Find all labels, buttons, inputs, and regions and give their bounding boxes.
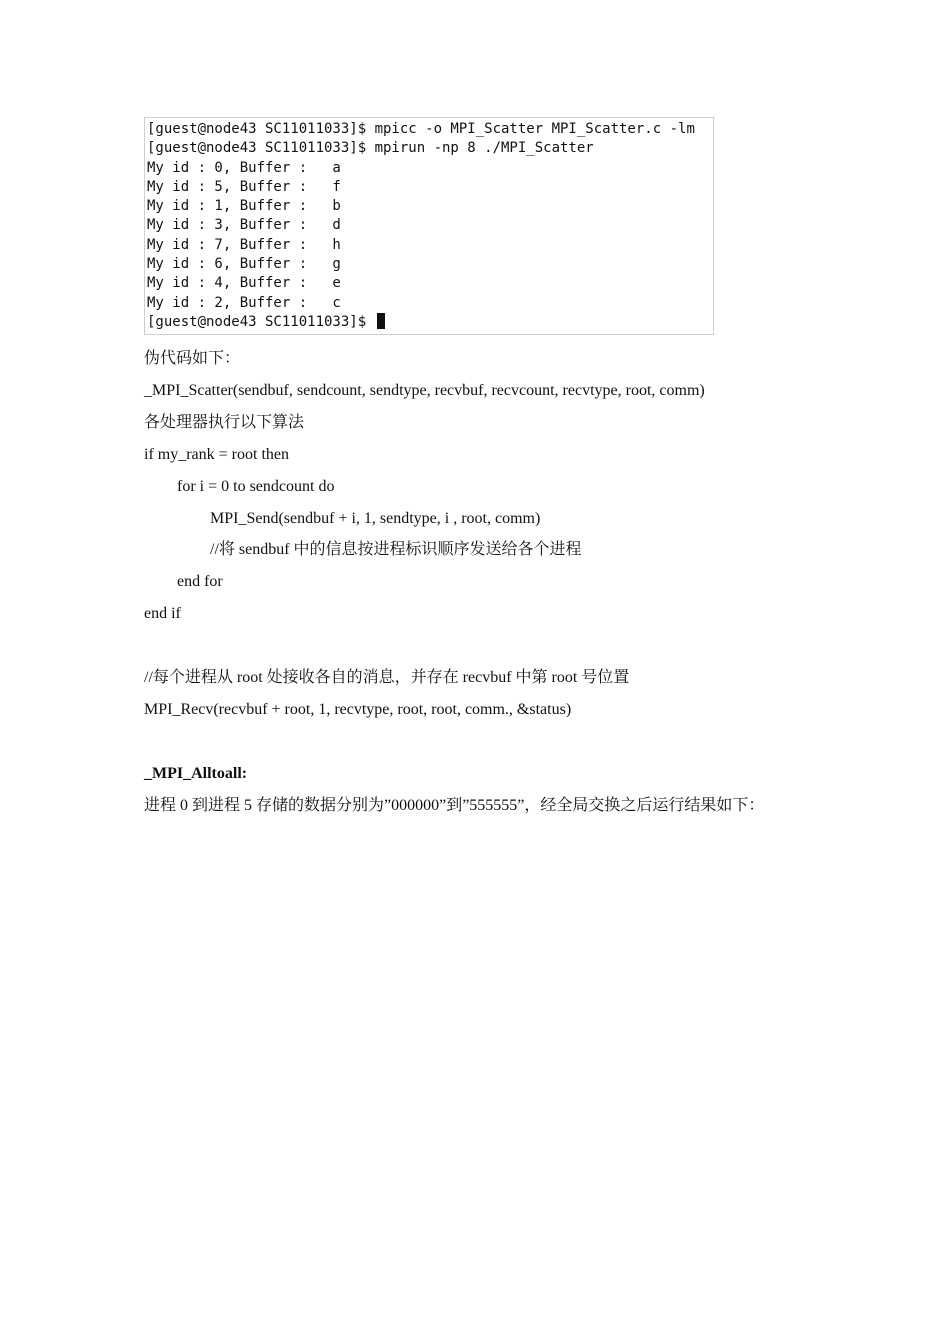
- alltoall-description: 进程 0 到进程 5 存储的数据分别为”000000”到”555555”，经全局交换之后运行结果如下：: [144, 797, 765, 814]
- terminal-line: My id : 2, Buffer : c: [147, 294, 341, 311]
- send-line: MPI_Send(sendbuf + i, 1, sendtype, i , root, comm): [210, 510, 541, 527]
- end-for-line: end for: [177, 573, 223, 590]
- alltoall-heading: _MPI_Alltoall:: [144, 765, 248, 782]
- terminal-line: [guest@node43 SC11011033]$ mpicc -o MPI_Scatter MPI_Scatter.c -lm: [147, 121, 695, 137]
- scatter-signature: _MPI_Scatter(sendbuf, sendcount, sendtype, recvbuf, recvcount, recvtype, root, comm): [144, 382, 705, 399]
- recv-line: MPI_Recv(recvbuf + root, 1, recvtype, root, root, comm., &status): [144, 701, 572, 718]
- if-line: if my_rank = root then: [144, 446, 289, 463]
- algo-intro: 各处理器执行以下算法: [144, 414, 305, 431]
- terminal-line: [guest@node43 SC11011033]$ mpirun -np 8 ./MPI_Scatter: [147, 140, 594, 157]
- terminal-line: My id : 4, Buffer : e: [147, 275, 341, 292]
- send-comment: //将 sendbuf 中的信息按进程标识顺序发送给各个进程: [210, 541, 582, 558]
- terminal-line: My id : 6, Buffer : g: [147, 256, 341, 273]
- terminal-line: My id : 5, Buffer : f: [147, 178, 341, 195]
- pseudo-intro: 伪代码如下：: [144, 350, 241, 367]
- terminal-line: My id : 0, Buffer : a: [147, 159, 341, 176]
- terminal-line: My id : 7, Buffer : h: [147, 236, 341, 253]
- end-if-line: end if: [144, 605, 181, 622]
- terminal-prompt-line: [147, 313, 713, 332]
- terminal-line: My id : 3, Buffer : d: [147, 217, 341, 234]
- cursor-icon: [377, 313, 385, 329]
- terminal-line: My id : 1, Buffer : b: [147, 198, 341, 215]
- terminal-screenshot: [144, 117, 714, 335]
- terminal-prompt: [guest@node43 SC11011033]$: [147, 313, 375, 330]
- recv-comment: //每个进程从 root 处接收各自的消息，并存在 recvbuf 中第 root 号位置: [144, 669, 630, 686]
- for-line: for i = 0 to sendcount do: [177, 478, 335, 495]
